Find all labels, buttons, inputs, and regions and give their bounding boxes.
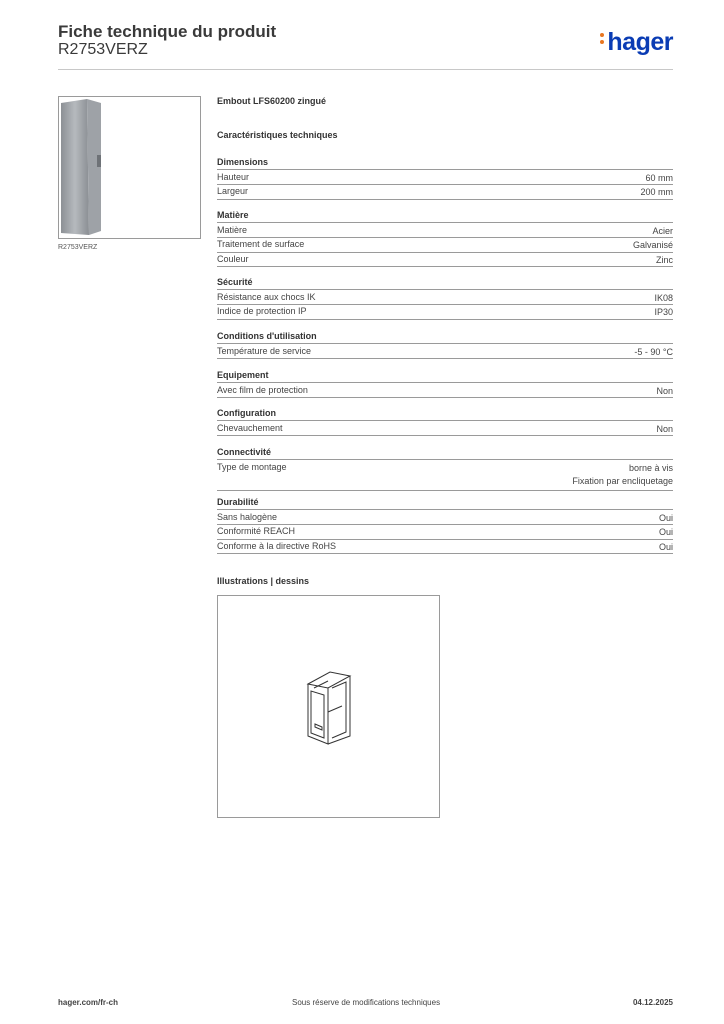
spec-value xyxy=(656,385,673,398)
page-footer xyxy=(58,998,673,1010)
spec-value-text: 60 mm xyxy=(645,172,673,183)
spec-value xyxy=(659,512,673,525)
spec-value-text: 200 mm xyxy=(640,187,673,197)
section-title: Equipement xyxy=(217,369,673,383)
illustrations-heading: Illustrations | dessins xyxy=(217,576,310,586)
spec-value xyxy=(654,306,673,319)
spec-value-text: Oui xyxy=(658,527,673,537)
spec-value xyxy=(659,526,673,539)
spec-value xyxy=(633,239,673,252)
spec-row xyxy=(217,511,673,526)
footer-website-link[interactable]: hager.com/fr-ch xyxy=(58,998,119,1007)
spec-value xyxy=(652,225,673,238)
technical-characteristics-heading: Caractéristiques techniques xyxy=(217,130,338,140)
product-photo-image xyxy=(59,97,200,238)
spec-value-secondary: Fixation par encliquetage xyxy=(572,475,673,486)
footer-disclaimer: Sous réserve de modifications techniques xyxy=(292,998,441,1007)
spec-value xyxy=(656,254,673,267)
spec-value xyxy=(654,292,673,305)
footer-date: 04.12.2025 xyxy=(632,998,673,1007)
page-header xyxy=(58,20,673,70)
spec-row xyxy=(217,540,673,555)
spec-value-text: Zinc xyxy=(655,254,673,265)
spec-row xyxy=(217,384,673,399)
spec-value-text: Galvanisé xyxy=(632,240,673,250)
section-title: Matière xyxy=(217,209,673,223)
spec-label: Matière xyxy=(217,224,248,235)
spec-row xyxy=(217,238,673,253)
spec-label: Sans halogène xyxy=(217,511,278,522)
logo-text: hager xyxy=(607,28,673,56)
spec-value xyxy=(572,462,673,488)
spec-label: Conforme à la directive RoHS xyxy=(217,540,337,551)
spec-label: Hauteur xyxy=(217,171,250,182)
spec-row xyxy=(217,305,673,320)
spec-row xyxy=(217,345,673,360)
section-title: Dimensions xyxy=(217,156,673,170)
spec-label: Indice de protection IP xyxy=(217,306,307,316)
spec-row xyxy=(217,291,673,306)
product-photo xyxy=(58,96,201,239)
spec-row xyxy=(217,224,673,239)
section-title: Sécurité xyxy=(217,276,673,290)
spec-value xyxy=(659,541,673,554)
spec-value-text: Non xyxy=(656,385,673,396)
spec-label: Type de montage xyxy=(217,461,287,472)
document-title: Fiche technique du produit xyxy=(58,22,277,41)
spec-row xyxy=(217,253,673,268)
spec-value-text: IP30 xyxy=(654,307,673,317)
section-title: Connectivité xyxy=(217,446,673,460)
spec-value-text: Oui xyxy=(658,512,673,523)
spec-label: Résistance aux chocs IK xyxy=(217,291,316,302)
spec-row xyxy=(217,525,673,540)
hager-logo xyxy=(600,28,673,57)
spec-value-text: borne à vis xyxy=(628,462,673,473)
spec-value-text: -5 - 90 °C xyxy=(634,346,673,357)
spec-value xyxy=(645,172,673,185)
end-cap-drawing-icon xyxy=(218,596,439,817)
spec-value xyxy=(634,346,673,359)
spec-row xyxy=(217,461,673,491)
spec-label: Conformité REACH xyxy=(217,526,296,536)
section-title: Configuration xyxy=(217,407,673,421)
spec-row xyxy=(217,171,673,186)
spec-value-text: Non xyxy=(656,423,673,434)
product-photo-caption: R2753VERZ xyxy=(58,244,98,251)
section-title: Conditions d'utilisation xyxy=(217,330,673,344)
spec-value-text: Acier xyxy=(652,225,673,236)
section-title: Durabilité xyxy=(217,496,673,510)
spec-label: Traitement de surface xyxy=(217,239,305,249)
spec-label: Température de service xyxy=(217,345,312,356)
spec-value-text: Oui xyxy=(658,541,673,552)
product-name: Embout LFS60200 zingué xyxy=(217,96,327,106)
spec-value-text: IK08 xyxy=(654,292,673,303)
spec-label: Chevauchement xyxy=(217,422,283,433)
spec-value xyxy=(640,186,673,199)
spec-label: Largeur xyxy=(217,186,249,196)
illustration-drawing xyxy=(217,595,440,818)
product-reference: R2753VERZ xyxy=(58,41,148,58)
spec-value xyxy=(656,423,673,436)
spec-row xyxy=(217,185,673,200)
logo-dots-icon xyxy=(600,30,605,47)
spec-row xyxy=(217,422,673,437)
spec-label: Avec film de protection xyxy=(217,384,308,395)
spec-label: Couleur xyxy=(217,253,249,264)
